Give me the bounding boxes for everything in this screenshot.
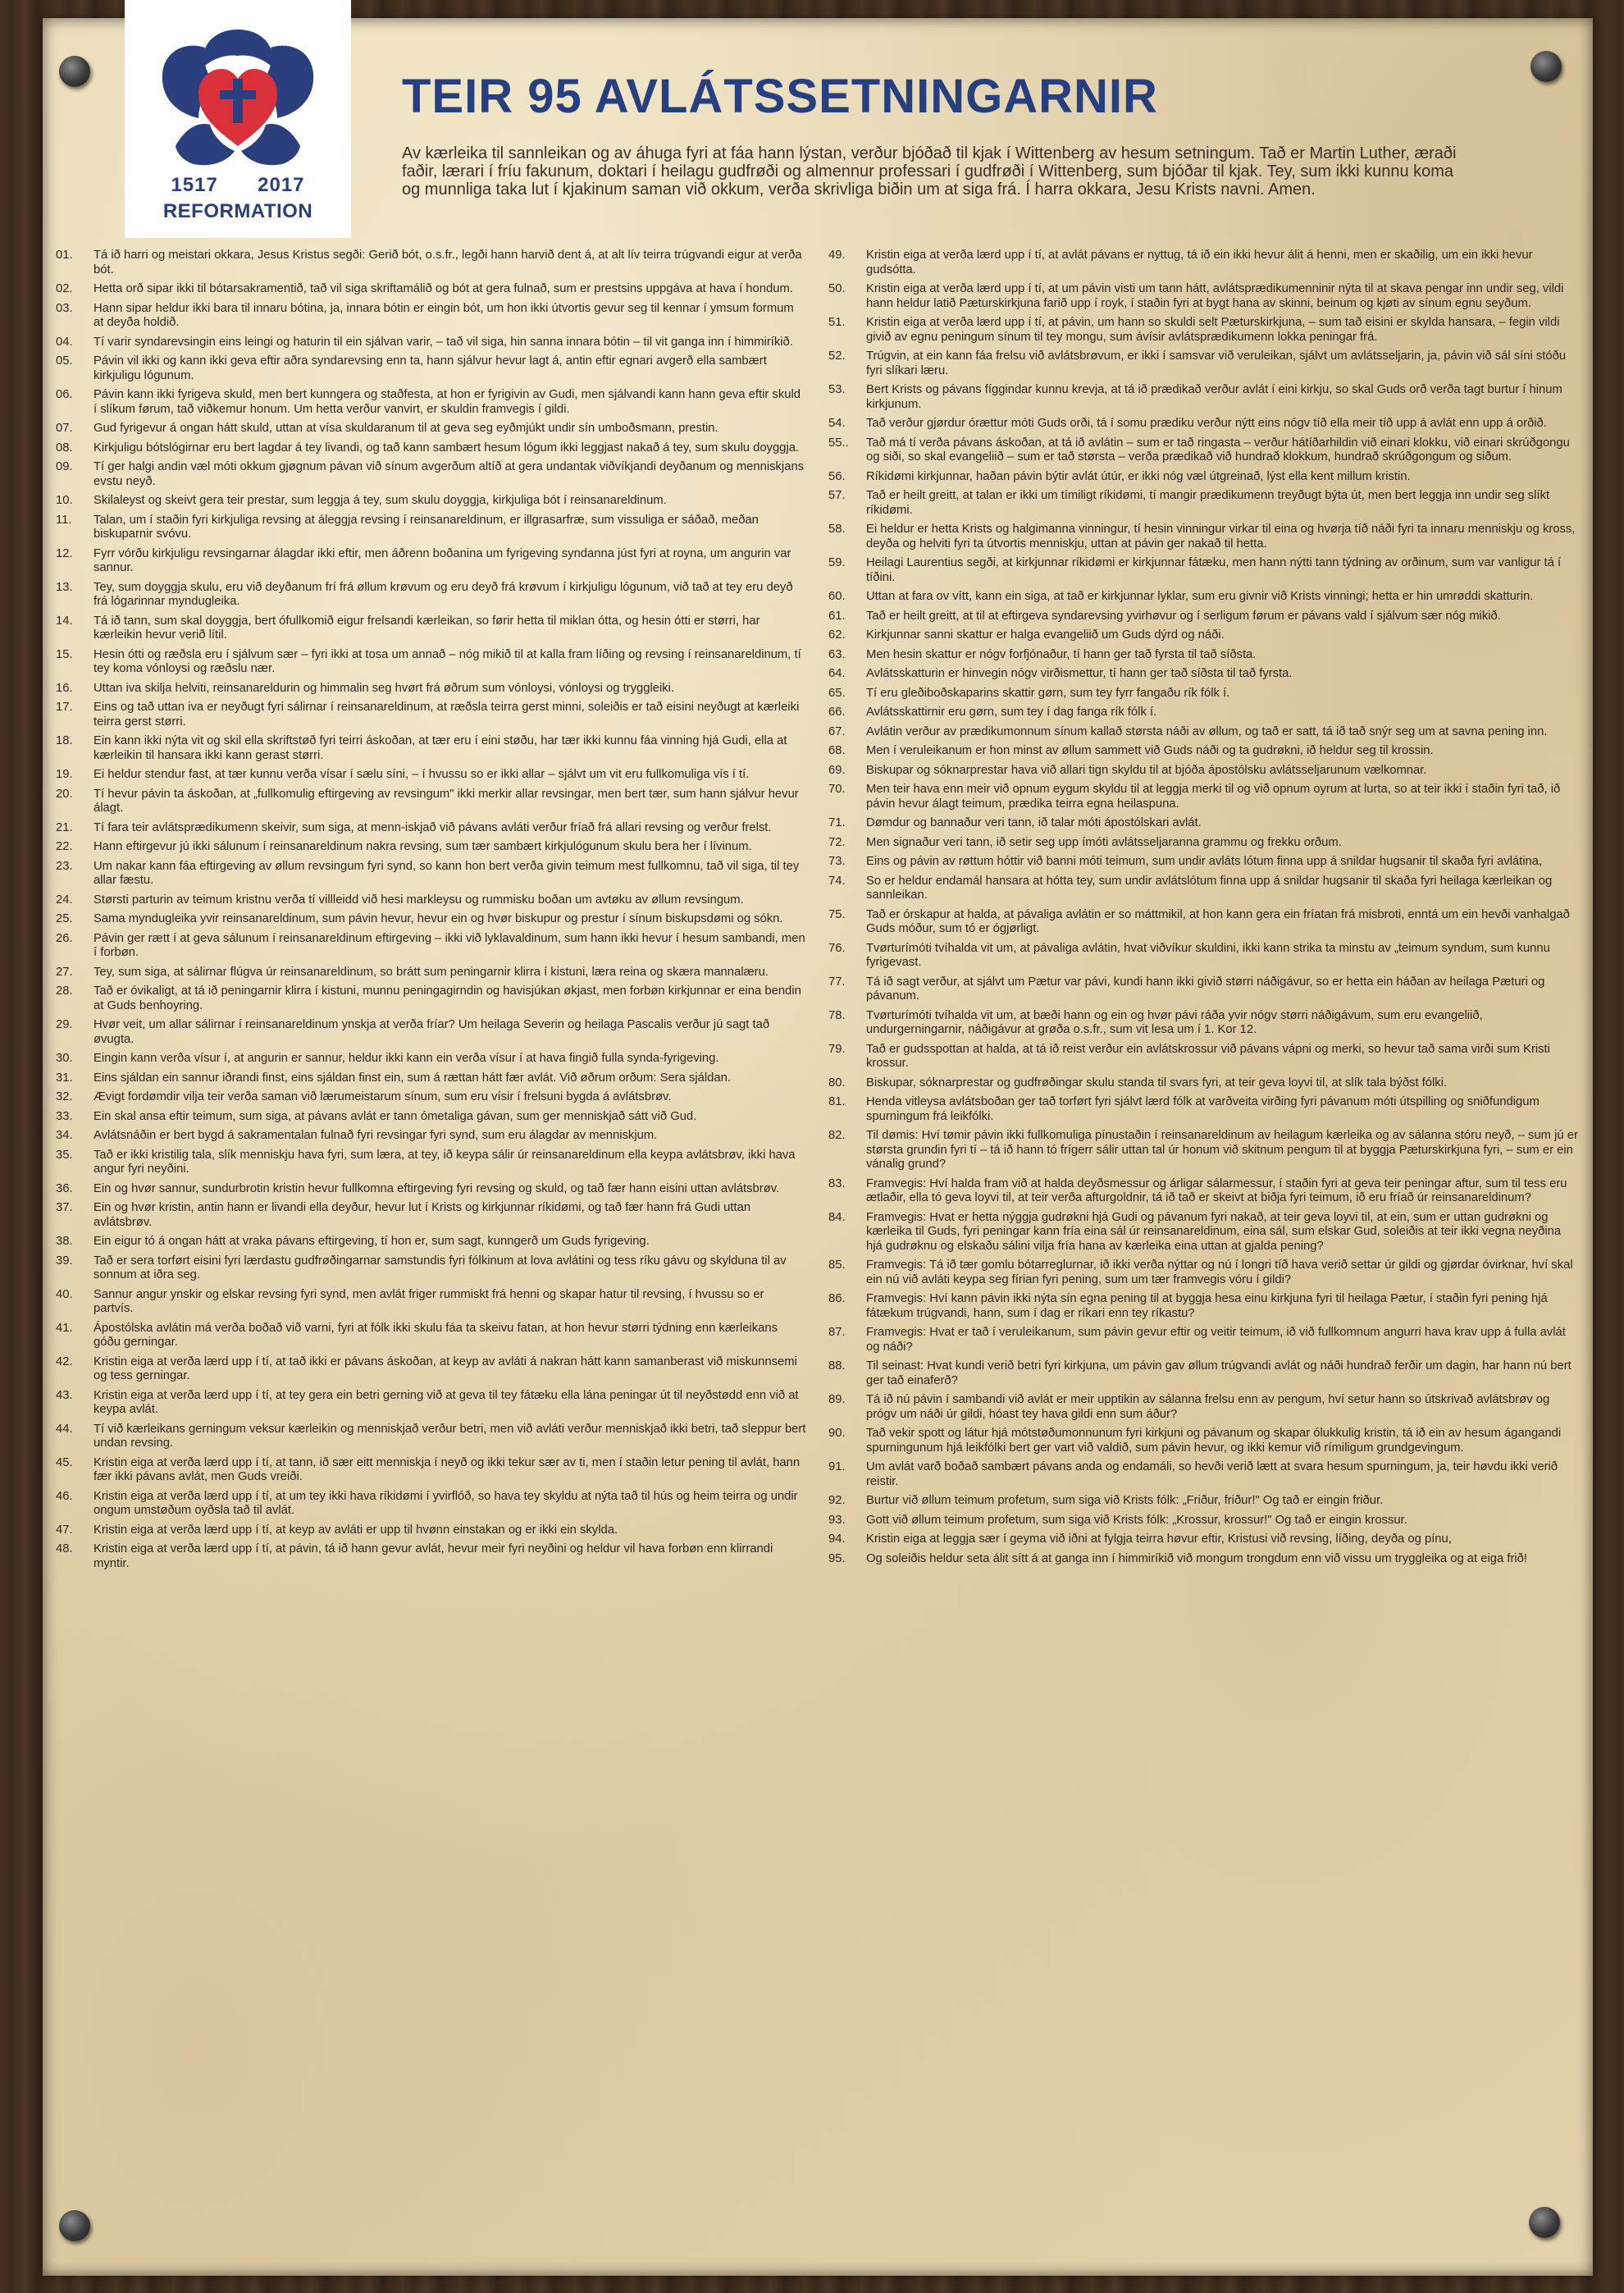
thesis-number: 57. bbox=[828, 489, 846, 502]
thesis-text: Framvegis: Hvat er hetta nýggja gudrøkni hjá Gudi og pávanum fyri nakað, at teir geva loyvi til, at ein, sum er uttan gudrøkni og kærleika til Guds, fyri peningar kann fría eina sál úr reinsanareldinum, eina sál, sum elskar Gud, soleiðis at teir ikki vegna neyðina hjá gudrøknu og elskaðu sálini vilja fría hana av kærleika eina uttan at gjalda pening? bbox=[866, 1210, 1562, 1253]
thesis-item bbox=[828, 1211, 1579, 1254]
thesis-item bbox=[56, 1322, 806, 1350]
thesis-item bbox=[828, 1532, 1579, 1547]
thesis-item bbox=[828, 908, 1579, 937]
pin-icon bbox=[1530, 51, 1562, 82]
thesis-number: 19. bbox=[56, 768, 73, 781]
pin-icon bbox=[59, 2210, 90, 2241]
thesis-number: 42. bbox=[56, 1354, 73, 1368]
thesis-item bbox=[828, 1359, 1579, 1388]
thesis-text: Sannur angur ynskir og elskar revsing fyri synd, men avlát friger rummiskt frá henni og skapar hatur til revsing, í hvussu so er partvís. bbox=[94, 1287, 764, 1315]
thesis-number: 55.. bbox=[828, 436, 849, 450]
thesis-number: 56. bbox=[828, 469, 846, 483]
thesis-item bbox=[828, 1552, 1579, 1567]
pin-icon bbox=[1529, 2207, 1560, 2238]
thesis-item bbox=[56, 581, 806, 610]
thesis-number: 06. bbox=[56, 388, 73, 401]
thesis-number: 62. bbox=[828, 628, 846, 642]
thesis-number: 53. bbox=[828, 383, 846, 396]
thesis-item bbox=[828, 590, 1579, 605]
thesis-item bbox=[56, 734, 806, 763]
thesis-text: Tað vekir spott og látur hjá mótstøðumonnunum fyri kirkjuni og pávanum og skapar ólukkulig kristin, tá ið ein av hesum ágangandi spurningunum hjá leikfólki bert ger vart við valdið, sum pávin hevur, og ikki kemur við rímiligum grundgevingum. bbox=[866, 1427, 1562, 1455]
thesis-number: 10. bbox=[56, 494, 73, 507]
thesis-text: Tað er heilt greitt, at talan er ikki um tímiligt ríkidømi, tí mangir prædikumenn treyðugt býta út, men bert leggja inn undir seg slíkt ríkidømi. bbox=[866, 489, 1550, 517]
thesis-item bbox=[828, 687, 1579, 701]
thesis-item bbox=[56, 840, 806, 855]
reformation-logo bbox=[125, 0, 351, 238]
thesis-text: Ein eigur tó á ongan hátt at vraka pávans eftirgeving, tí hon er, sum sagt, kunngerð um Guds fyrigeving. bbox=[94, 1235, 650, 1248]
thesis-number: 44. bbox=[56, 1422, 73, 1436]
thesis-text: Framvegis: Hví halda fram við at halda deyðsmessur og árligar sálarmessur, í staðin fyri at geva teir peningar aftur, sum til tess eru ætlaðir, ella tó geva loyvi til, at teir verða afturgoldnir, tá ið tað er skeivt at biðja fyri teimum, ið eru fríað úr reinsanareldinum? bbox=[866, 1176, 1567, 1204]
thesis-text: Men signaður veri tann, ið setir seg upp ímóti avlátsseljaranna grammu og frekku orðum. bbox=[866, 835, 1342, 849]
thesis-number: 71. bbox=[828, 816, 846, 829]
thesis-item bbox=[56, 282, 806, 297]
thesis-text: Kristin eiga at verða lærd upp í tí, at um pávin visti um tann hátt, avlátsprædikumenninir nýta til at skava pengar inn undir seg, vildi hann heldur latið Pæturskirkjuna farið upp í royk, í staðin fyri at bygt hana av skinni, beinum og kjøti av sínum egnu seyðum. bbox=[866, 282, 1564, 310]
thesis-item bbox=[828, 1009, 1579, 1038]
thesis-text: Eins og pávin av røttum hóttir við banni móti teimum, sum undir avláts lótum finna upp á snildar hugsanir til skaða fyri avlátina, bbox=[866, 855, 1543, 868]
thesis-item bbox=[828, 706, 1579, 720]
thesis-text: Tí varir syndarevsingin eins leingi og haturin til ein sjálvan varir, – tað vil siga, hin sanna innara bótin – til vit ganga inn í himmiríkið. bbox=[94, 335, 793, 349]
thesis-text: Tí ger halgi andin væl móti okkum gjøgnum pávan við sínum avgerðum altíð at gera undantak viðvíkjandi deyðanum og menniskjans evstu neyð. bbox=[94, 460, 805, 488]
thesis-item bbox=[56, 860, 806, 888]
thesis-number: 84. bbox=[828, 1210, 846, 1224]
thesis-text: Tað verður gjørdur órættur móti Guds orði, tá í somu prædiku verður nýtt eins nógv tíð ella meir tíð upp á avlát enn upp á orðið. bbox=[866, 417, 1547, 430]
thesis-number: 46. bbox=[56, 1489, 73, 1503]
thesis-text: Ápostólska avlátin má verða boðað við varni, fyri at fólk ikki skulu fáa ta skeivu fatan, at hon hevur størri týdning enn kærleikans góðu gerningar. bbox=[94, 1321, 778, 1349]
thesis-number: 40. bbox=[56, 1287, 73, 1301]
thesis-number: 94. bbox=[828, 1532, 846, 1546]
thesis-item bbox=[56, 302, 806, 331]
thesis-text: Kristin eiga at verða lærd upp í tí, at um tey ikki hava ríkidømi í yvirflóð, so hava tey skyldu at nýta tað til hús og heim teirra og undir ongum umstøðum oyðsla tað til avlát. bbox=[94, 1489, 798, 1517]
thesis-text: Tá ið sagt verður, at sjálvt um Pætur var pávi, kundi hann ikki givið størri náðigávur, so er hetta ein háðan av heilaga Pæturi og pávanum. bbox=[866, 975, 1545, 1003]
thesis-text: Eins og tað uttan iva er neyðugt fyri sálirnar í reinsanareldinum, at ræðsla teirra gerst minni, soleiðis er tað eisini neyðugt at kærleiki teirra gerst størri. bbox=[94, 701, 800, 729]
thesis-text: Pávin vil ikki og kann ikki geva eftir aðra syndarevsing enn ta, hann sjálvur hevur lagt á, antin eftir egnari avgerð ella sambært kirkjuligu lógunum. bbox=[94, 354, 767, 382]
thesis-item bbox=[56, 682, 806, 697]
thesis-item bbox=[56, 336, 806, 350]
thesis-text: Burtur við øllum teimum profetum, sum siga við Krists fólk: „Friður, friður!" Og tað er eingin friður. bbox=[866, 1494, 1384, 1507]
thesis-text: Kristin eiga at verða lærd upp í tí, at keyp av avláti er upp til hvønn einstakan og er ikki ein skylda. bbox=[94, 1523, 618, 1537]
thesis-number: 69. bbox=[828, 763, 846, 777]
thesis-number: 05. bbox=[56, 354, 73, 368]
thesis-text: Ein og hvør sannur, sundurbrotin kristin hevur fullkomna eftirgeving fyri revsing og skuld, og tað fær hann eisini uttan avlátsbrøv. bbox=[94, 1181, 780, 1195]
thesis-item bbox=[828, 1292, 1579, 1321]
thesis-text: Hetta orð sipar ikki til bótarsakramentið, tað vil siga skriftamálið og bót at gera fulnað, sum er prestsins uppgáva at hava í hondum. bbox=[94, 282, 793, 295]
thesis-item bbox=[828, 783, 1579, 811]
thesis-text: Talan, um í staðin fyri kirkjuliga revsing at áleggja revsing í reinsanareldinum, er illgrasarfræ, sum vissuliga er sáðað, meðan biskuparnir svóvu. bbox=[94, 513, 759, 541]
theses-column-left bbox=[56, 249, 806, 1576]
thesis-item bbox=[56, 701, 806, 729]
thesis-number: 74. bbox=[828, 874, 846, 888]
thesis-item bbox=[828, 725, 1579, 740]
thesis-number: 68. bbox=[828, 744, 846, 757]
thesis-item bbox=[828, 764, 1579, 779]
thesis-item bbox=[56, 354, 806, 383]
luther-rose-icon bbox=[156, 23, 320, 171]
thesis-number: 39. bbox=[56, 1254, 73, 1268]
thesis-item bbox=[56, 494, 806, 509]
thesis-item bbox=[828, 1427, 1579, 1455]
thesis-text: Tvørturímóti tvíhalda vit um, at pávaliga avlátin, hvat viðvíkur skuldini, ikki kann strika ta minstu av „teimum syndum, sum kunnu fyrigevast. bbox=[866, 941, 1550, 969]
thesis-text: Kristin eiga at verða lærd upp í tí, at avlát pávans er nyttug, tá ið ein ikki hevur álit á henni, men er skaðilig, um ein ikki hevur gudsótta. bbox=[866, 249, 1533, 276]
thesis-text: Tá ið tann, sum skal doyggja, bert ófullkomið eigur frelsandi kærleikan, so førir hetta til miklan ótta, og hesin ótti er størri, har kærleikin hevur verið lítil. bbox=[94, 614, 760, 642]
thesis-text: Kirkjuligu bótslógirnar eru bert lagdar á tey livandi, og tað kann sambært hesum lógum ikki leggjast nakað á tey, sum skulu doyggja. bbox=[94, 441, 800, 454]
thesis-number: 65. bbox=[828, 686, 846, 700]
thesis-number: 17. bbox=[56, 701, 73, 714]
thesis-item bbox=[828, 1076, 1579, 1091]
thesis-text: Framvegis: Hví kann pávin ikki nýta sín egna pening til at byggja hesa einu kirkjuna fyri til heilaga Pætur, í staðin fyri pening hjá fátækum trúgvandi, hann, sum í dag er ríkari enn tey ríkastu? bbox=[866, 1292, 1548, 1320]
thesis-number: 18. bbox=[56, 734, 73, 747]
thesis-item bbox=[828, 249, 1579, 277]
thesis-item bbox=[56, 984, 806, 1013]
thesis-number: 51. bbox=[828, 316, 846, 329]
thesis-number: 33. bbox=[56, 1109, 73, 1123]
thesis-text: Skilaleyst og skeivt gera teir prestar, sum leggja á tey, sum skulu doyggja, kirkjuliga bót í reinsanareldinum. bbox=[94, 494, 667, 507]
thesis-text: Og soleiðis heldur seta álit sítt á at ganga inn í himmiríkið við mongum trongdum enn við vissu um tryggleika og at eiga frið! bbox=[866, 1551, 1528, 1565]
thesis-number: 43. bbox=[56, 1388, 73, 1402]
thesis-number: 87. bbox=[828, 1326, 846, 1339]
logo-year-end: 2017 bbox=[258, 174, 305, 196]
thesis-item bbox=[56, 1389, 806, 1418]
thesis-number: 21. bbox=[56, 820, 73, 834]
thesis-text: Tvørturímóti tvíhalda vit um, at bæði hann og ein og hvør pávi ráða yvir nógv størri náðigávum, sum eru evangeliið, undurgerningarnir, náðigávur at grøða o.s.fr., sum vit lesa um í 1. Kor 12. bbox=[866, 1008, 1483, 1036]
thesis-text: Tí eru gleðiboðskaparins skattir gørn, sum tey fyrr fangaðu rík fólk í. bbox=[866, 686, 1230, 700]
thesis-number: 59. bbox=[828, 556, 846, 569]
thesis-item bbox=[56, 460, 806, 489]
thesis-text: Uttan at fara ov vítt, kann ein siga, at tað er kirkjunnar lyklar, sum eru givnir við Krists vinningi; hetta er hin umrøddi skatturin. bbox=[866, 590, 1534, 603]
thesis-number: 61. bbox=[828, 609, 846, 623]
thesis-item bbox=[828, 316, 1579, 345]
thesis-text: Tað er óvikaligt, at tá ið peningarnir klirra í kistuni, munnu peningagirndin og havisjúkan økjast, men forbøn kirkjunnar er eina bendin at Guds benhoyring. bbox=[94, 984, 801, 1012]
thesis-text: Biskupar, sóknarprestar og gudfrøðingar skulu standa til svars fyri, at teir geva loyvi til, at slík tala býðst fólki. bbox=[866, 1076, 1448, 1089]
thesis-item bbox=[828, 1393, 1579, 1422]
thesis-text: Tí hevur pávin ta áskoðan, at „fullkomulig eftirgeving av revsingum" ikki merkir allar revsingar, men bert tær, sum hann sjálvur hevur álagt. bbox=[94, 787, 799, 815]
thesis-text: Kristin eiga at verða lærd upp í tí, at tann, ið sær eitt menniskja í neyð og ikki tekur sær av ti, men í staðin letur pening til avlát, hann fær ikki pávans avlát, men Guds vreiði. bbox=[94, 1455, 801, 1483]
thesis-text: Um avlát varð boðað sambært pávans anda og endamáli, so hevði verið lætt at svara hesum spurningum, ja, teir høvdu ikki verið reistir. bbox=[866, 1460, 1558, 1488]
thesis-item bbox=[56, 1235, 806, 1249]
logo-years bbox=[125, 174, 351, 197]
thesis-number: 47. bbox=[56, 1523, 73, 1537]
thesis-number: 03. bbox=[56, 301, 73, 315]
thesis-item bbox=[828, 855, 1579, 870]
thesis-text: Hann sipar heldur ikki bara til innaru bótina, ja, innara bótin er eingin bót, um hon ikki útvortis gevur seg til kennar í ymsum formum at deyða holdið. bbox=[94, 301, 794, 329]
thesis-number: 77. bbox=[828, 975, 846, 989]
thesis-item bbox=[828, 1177, 1579, 1206]
thesis-text: Kristin eiga at leggja sær í geyma við iðni at fylgja teirra høvur eftir, Kristusi við revsing, líðing, deyða og pínu, bbox=[866, 1532, 1452, 1546]
thesis-number: 80. bbox=[828, 1076, 846, 1089]
thesis-item bbox=[828, 1326, 1579, 1354]
thesis-number: 49. bbox=[828, 249, 846, 262]
thesis-item bbox=[828, 667, 1579, 682]
thesis-item bbox=[56, 932, 806, 961]
thesis-text: Heilagi Laurentius segði, at kirkjunnar ríkidømi er kirkjunnar fátæku, men hann nýtti tann týdning av orðinum, sum var vanligur tá í tíðini. bbox=[866, 556, 1562, 584]
thesis-text: Pávin kann ikki fyrigeva skuld, men bert kunngera og staðfesta, at hon er fyrigivin av Gudi, men sjálvandi kann hann geva eftir skuld í slíkum førum, tað viðkemur honum. Um hetta verður vanvirt, er skuldin framvegis í gildi. bbox=[94, 388, 801, 416]
thesis-number: 09. bbox=[56, 460, 73, 473]
page-title: TEIR 95 AVLÁTSSETNINGARNIR bbox=[402, 70, 1158, 123]
thesis-text: Biskupar og sóknarprestar hava við allari tign skyldu til at bjóða ápostólsku avlátsseljarunum vælkomnar. bbox=[866, 763, 1427, 777]
thesis-item bbox=[56, 249, 806, 277]
thesis-item bbox=[56, 1052, 806, 1067]
thesis-number: 32. bbox=[56, 1090, 73, 1103]
thesis-text: Um nakar kann fáa eftirgeving av øllum revsingum fyri synd, so kann hon bert verða givin teimum mest fullkomnu, tað vil siga, til tey allar fæstu. bbox=[94, 859, 800, 887]
thesis-item bbox=[56, 388, 806, 417]
thesis-text: So er heldur endamál hansara at hótta tey, sum undir avlátslótum finna upp á snildar hugsanir til skaða fyri heilaga kærleikan og sannleikan. bbox=[866, 874, 1553, 902]
thesis-item bbox=[828, 628, 1579, 643]
thesis-number: 31. bbox=[56, 1071, 73, 1085]
thesis-item bbox=[828, 648, 1579, 663]
thesis-number: 23. bbox=[56, 859, 73, 873]
thesis-item bbox=[56, 441, 806, 456]
thesis-text: Ei heldur er hetta Krists og halgimanna vinningur, tí hesin vinningur virkar til eina og hvørja tíð náði fyri ta innaru menniskju og kross, deyða og helviti fyri ta útvortis menniskju, uttan at pávin ger nakað til hetta. bbox=[866, 523, 1576, 550]
thesis-text: Bert Krists og pávans fíggindar kunnu krevja, at tá ið prædikað verður avlát í eini kirkju, so skal Guds orð verða tagt burtur í hinum kirkjunum. bbox=[866, 383, 1562, 411]
thesis-text: Trúgvin, at ein kann fáa frelsu við avlátsbrøvum, er ikki í samsvar við veruleikan, sjálvt um avlátsseljarin, ja, pávin við sál síni stóðu fyri slíkari læru. bbox=[866, 349, 1567, 377]
thesis-text: Framvegis: Tá ið tær gomlu bótarreglurnar, ið ikki verða nýttar og nú í longri tíð hava verið settar úr gildi og gjørdar óvirknar, hví skal ein nú við avláti keypa seg fírian fyri pening, sum um tær framvegis vóru í gildi? bbox=[866, 1258, 1573, 1286]
thesis-item bbox=[56, 1355, 806, 1384]
thesis-text: Tað má tí verða pávans áskoðan, at tá ið avlátin – sum er tað ringasta – verður hátíðarhildin við einari klokku, við einari skrúðgongu og siði, so skal evangeliið – sum er tað størsta – verða prædikað við hundrað klokkum, hundrað skrúðgongum og siðum. bbox=[866, 436, 1570, 464]
thesis-text: Ein skal ansa eftir teimum, sum siga, at pávans avlát er tann ómetaliga gávan, sum ger menniskjað sátt við Gud. bbox=[94, 1109, 697, 1123]
thesis-text: Kristin eiga at verða lærd upp í tí, at tey gera ein betri gerning við at geva til tey fátæku ella lána peningar út til neyðstødd enn við at keypa avlát. bbox=[94, 1388, 799, 1416]
thesis-number: 92. bbox=[828, 1494, 846, 1507]
thesis-number: 35. bbox=[56, 1148, 73, 1162]
thesis-number: 60. bbox=[828, 590, 846, 603]
thesis-text: Hann eftirgevur jú ikki sálunum í reinsanareldinum nakra revsing, sum tær sambært kirkjulógunum skulu bera her í lívinum. bbox=[94, 840, 752, 853]
thesis-number: 93. bbox=[828, 1513, 846, 1527]
thesis-number: 11. bbox=[56, 513, 72, 527]
thesis-number: 91. bbox=[828, 1460, 846, 1473]
thesis-text: Ein og hvør kristin, antin hann er livandi ella deyður, hevur lut í Krists og kirkjunnar ríkidømi, og tað fær hann frá Gudi uttan avlátsbrøv. bbox=[94, 1201, 751, 1229]
thesis-number: 86. bbox=[828, 1292, 846, 1305]
thesis-item bbox=[828, 489, 1579, 518]
thesis-text: Avlátsskatturin er hinvegin nógv virðismettur, tí hann ger tað síðsta til tað fyrsta. bbox=[866, 667, 1293, 680]
thesis-number: 95. bbox=[828, 1551, 846, 1565]
thesis-number: 22. bbox=[56, 840, 73, 853]
thesis-number: 14. bbox=[56, 614, 73, 628]
thesis-item bbox=[828, 1494, 1579, 1509]
thesis-text: Eingin kann verða vísur í, at angurin er sannur, heldur ikki kann ein verða vísur í at hava fingið fulla synda-fyrigeving. bbox=[94, 1052, 719, 1065]
thesis-item bbox=[828, 556, 1579, 585]
thesis-text: Tað er heilt greitt, at til at eftirgeva syndarevsing yvirhøvur og í serligum førum er pávans vald í sjálvum sær nóg mikið. bbox=[866, 609, 1501, 623]
thesis-item bbox=[828, 523, 1579, 551]
thesis-text: Men teir hava enn meir við opnum eygum skyldu til at leggja merki til og við opnum oyrum at lurta, so at teir ikki í staðin fyri tað, ið pávin hevur álagt teimum, prædika teirra egna heilaspuna. bbox=[866, 783, 1561, 811]
thesis-text: Tað er órskapur at halda, at pávaliga avlátin er so máttmikil, at hon kann gera ein fríatan frá misbroti, enntá um ein hevði vanhalgað Guds móður, sum tó er ógjørligt. bbox=[866, 907, 1570, 935]
thesis-text: Tí fara teir avlátsprædikumenn skeivir, sum siga, at menn-iskjað við pávans avláti verður fríað frá allari revsing og verður frelst. bbox=[94, 820, 772, 834]
thesis-text: Gott við øllum teimum profetum, sum siga við Krists fólk: „Krossur, krossur!" Og tað er eingin krossur. bbox=[866, 1513, 1407, 1527]
thesis-item bbox=[828, 383, 1579, 412]
thesis-text: Henda vitleysa avlátsboðan ger tað torført fyri sjálvt lærd fólk at varðveita virðing fyri pávanum móti útspilling og sniðfundigum spurningum frá leikfólki. bbox=[866, 1095, 1540, 1123]
thesis-number: 34. bbox=[56, 1129, 73, 1142]
thesis-text: Tað er ikki kristilig tala, slík menniskju hava fyri, sum læra, at tey, ið keypa sálir úr reinsanareldinum ella keypa avlátsbrøv, ikki hava angur fyri neyðini. bbox=[94, 1148, 796, 1176]
thesis-text: Størsti parturin av teimum kristnu verða tí villleidd við hesi markleysu og rummisku boðan um avtøku av øllum revsingum. bbox=[94, 893, 744, 907]
thesis-number: 20. bbox=[56, 787, 73, 801]
thesis-item bbox=[828, 1514, 1579, 1528]
thesis-item bbox=[56, 966, 806, 980]
thesis-number: 45. bbox=[56, 1455, 73, 1469]
thesis-number: 41. bbox=[56, 1321, 73, 1335]
thesis-number: 26. bbox=[56, 931, 73, 945]
thesis-item bbox=[828, 282, 1579, 311]
thesis-number: 24. bbox=[56, 893, 73, 907]
thesis-number: 90. bbox=[828, 1427, 846, 1440]
thesis-item bbox=[56, 1456, 806, 1485]
thesis-number: 73. bbox=[828, 855, 846, 868]
thesis-text: Uttan iva skilja helviti, reinsanareldurin og himmalin seg hvørt frá øðrum sum vónloysi, vónloysi og tryggleiki. bbox=[94, 681, 675, 695]
thesis-number: 37. bbox=[56, 1201, 73, 1214]
thesis-item bbox=[56, 422, 806, 436]
thesis-item bbox=[56, 912, 806, 927]
thesis-item bbox=[56, 821, 806, 836]
thesis-number: 25. bbox=[56, 912, 73, 925]
thesis-text: Tað er sera torført eisini fyri lærdastu gudfrøðingarnar samstundis fyri fólkinum at lova avlátini og tess ríku gávu og skylduna til av sonnum at iðra seg. bbox=[94, 1254, 787, 1281]
thesis-number: 16. bbox=[56, 681, 73, 695]
thesis-item bbox=[828, 1095, 1579, 1124]
thesis-item bbox=[56, 1423, 806, 1451]
thesis-text: Tey, sum doyggja skulu, eru við deyðanum frí frá øllum krøvum og eru deyð frá krøvum í kirkjuligu lógunum, við tað at tey eru deyð frá lógarinnar myndugleika. bbox=[94, 580, 793, 608]
thesis-item bbox=[828, 1460, 1579, 1489]
thesis-number: 02. bbox=[56, 282, 73, 295]
thesis-item bbox=[828, 470, 1579, 485]
thesis-number: 88. bbox=[828, 1359, 846, 1373]
intro-paragraph: Av kærleika til sannleikan og av áhuga fyri at fáa hann lýstan, verður bjóðað til kjak í Wittenberg av hesum setningum. Tað er Martin Luther, æraði faðir, lærari í fríu fakunum, doktari í heilagu gudfrøði og almennur professari í gudfrøði í Wittenberg, sum bjóðar til kjak. Tey, sum ikki kunnu koma og munnliga taka lut í kjakinum saman við okkum, verða skrivliga biðin um at siga frá. Í harra okkara, Jesu Krists navni. Amen. bbox=[402, 144, 1457, 199]
thesis-text: Framvegis: Hvat er tað í veruleikanum, sum pávin gevur eftir og veitir teimum, ið við fullkomnum angurri hava krav upp á fulla avlát og náði? bbox=[866, 1326, 1566, 1354]
thesis-text: Kirkjunnar sanni skattur er halga evangeliið um Guds dýrd og náði. bbox=[866, 628, 1225, 642]
thesis-number: 52. bbox=[828, 349, 846, 363]
thesis-text: Ein kann ikki nýta vit og skil ella skriftstøð fyri teirri áskoðan, at tær eru í eini støðu, har tær ikki kunnu fáa vinning hjá Gudi, ella at kærleikin til hansara ikki kann gerast størri. bbox=[94, 734, 787, 762]
thesis-number: 72. bbox=[828, 835, 846, 849]
logo-text: REFORMATION bbox=[162, 200, 313, 222]
thesis-text: Avlátin verður av prædikumonnum sínum kallað størsta náði av øllum, og tað er satt, tá ið tað snýr seg um at savna pening inn. bbox=[866, 724, 1548, 738]
thesis-number: 38. bbox=[56, 1235, 73, 1248]
thesis-item bbox=[828, 744, 1579, 759]
thesis-number: 82. bbox=[828, 1129, 846, 1142]
theses-column-right bbox=[828, 249, 1579, 1571]
thesis-number: 27. bbox=[56, 965, 73, 979]
thesis-number: 15. bbox=[56, 647, 73, 661]
thesis-number: 67. bbox=[828, 724, 846, 738]
thesis-item bbox=[56, 1201, 806, 1230]
thesis-item bbox=[56, 1071, 806, 1086]
thesis-number: 58. bbox=[828, 523, 846, 536]
thesis-text: Tá ið harri og meistari okkara, Jesus Kristus segði: Gerið bót, o.s.fr., legði hann harvið dent á, at alt lív teirra trúgvandi eigur at verða bót. bbox=[94, 249, 802, 276]
thesis-text: Gud fyrigevur á ongan hátt skuld, uttan at vísa skuldaranum til at geva seg eyðmjúkt undir sín umboðsmann, prestin. bbox=[94, 422, 718, 435]
thesis-text: Kristin eiga at verða lærd upp í tí, at tað ikki er pávans áskoðan, at keyp av avláti á nakran hátt kann samanberast við miskunnsemi og tess gerningar. bbox=[94, 1354, 797, 1382]
thesis-item bbox=[828, 610, 1579, 624]
thesis-number: 76. bbox=[828, 941, 846, 955]
thesis-number: 75. bbox=[828, 907, 846, 921]
thesis-item bbox=[828, 349, 1579, 378]
thesis-text: Ei heldur stendur fast, at tær kunnu verða vísar í sælu síni, – í hvussu so er ikki allar – sjálvt um vit eru fullkomuliga vís í tí. bbox=[94, 768, 750, 781]
thesis-item bbox=[828, 1043, 1579, 1071]
thesis-number: 07. bbox=[56, 422, 73, 435]
thesis-number: 63. bbox=[828, 647, 846, 661]
thesis-number: 89. bbox=[828, 1393, 846, 1406]
thesis-number: 83. bbox=[828, 1176, 846, 1190]
thesis-item bbox=[56, 1288, 806, 1317]
thesis-item bbox=[828, 942, 1579, 971]
thesis-number: 29. bbox=[56, 1018, 73, 1031]
thesis-item bbox=[56, 1254, 806, 1283]
thesis-item bbox=[56, 1182, 806, 1197]
thesis-text: Tá ið nú pávin í sambandi við avlát er meir upptikin av sálanna frelsu enn av pengum, hví setur hann so útskrivað avlátsbrøv og prógv um náði úr gildi, hóast tey hava gildi enn sum áður? bbox=[866, 1393, 1550, 1421]
thesis-text: Dømdur og bannaður veri tann, ið talar móti ápostólskari avlát. bbox=[866, 816, 1202, 829]
thesis-number: 54. bbox=[828, 417, 846, 430]
thesis-text: Fyrr vórðu kirkjuligu revsingarnar álagdar ikki eftir, men áðrenn boðanina um fyrigeving syndanna júst fyri at royna, um angurin var sannur. bbox=[94, 546, 791, 574]
logo-year-start: 1517 bbox=[171, 174, 218, 196]
thesis-item bbox=[828, 975, 1579, 1004]
thesis-number: 12. bbox=[56, 546, 73, 560]
thesis-number: 70. bbox=[828, 783, 846, 796]
thesis-text: Hvør veit, um allar sálirnar í reinsanareldinum ynskja at verða fríar? Um heilaga Severin og heilaga Pascalis verður jú sagt tað øvugta. bbox=[94, 1018, 770, 1046]
thesis-number: 64. bbox=[828, 667, 846, 680]
thesis-item bbox=[56, 768, 806, 783]
thesis-text: Hesin ótti og ræðsla eru í sjálvum sær – fyri ikki at tosa um annað – nóg mikið til at kalla fram líðing og revsing í reinsanareldinum, tí tey koma vónloysi og ræðslu nær. bbox=[94, 647, 801, 675]
thesis-item bbox=[56, 893, 806, 908]
thesis-number: 08. bbox=[56, 441, 73, 454]
thesis-number: 01. bbox=[56, 249, 73, 262]
thesis-item bbox=[828, 836, 1579, 851]
thesis-text: Avlátsskattirnir eru gørn, sum tey í dag fanga rík fólk í. bbox=[866, 706, 1157, 719]
thesis-number: 66. bbox=[828, 706, 846, 719]
thesis-text: Ævigt fordømdir vilja teir verða saman við lærumeistarum sínum, sum eru vísir í frelsuni bygda á avlátsbrøv. bbox=[94, 1090, 672, 1103]
thesis-item bbox=[56, 648, 806, 677]
thesis-item bbox=[56, 788, 806, 816]
thesis-item bbox=[56, 614, 806, 643]
thesis-text: Sama myndugleika yvir reinsanareldinum, sum pávin hevur, hevur ein og hvør biskupur og prestur í sínum biskupsdømi og sókn. bbox=[94, 912, 783, 925]
thesis-number: 28. bbox=[56, 984, 73, 998]
thesis-item bbox=[56, 1523, 806, 1538]
thesis-text: Kristin eiga at verða lærd upp í tí, at pávin, um hann so skuldi selt Pæturskirkjuna, – sum tað eisini er skylda hansara, – fegin vildi givið av egnu peningum sínum til tey mongu, sum ávísir avlátsprædikumenn lokka peningar frá. bbox=[866, 316, 1560, 344]
thesis-text: Pávin ger rætt í at geva sálunum í reinsanareldinum eftirgeving – ikki við lyklavaldinum, sum hann ikki hevur í hesum sambandi, men í forbøn. bbox=[94, 931, 805, 959]
thesis-number: 81. bbox=[828, 1095, 846, 1108]
thesis-number: 36. bbox=[56, 1181, 73, 1195]
thesis-item bbox=[828, 816, 1579, 831]
thesis-item bbox=[56, 1149, 806, 1177]
thesis-item bbox=[828, 1129, 1579, 1172]
thesis-item bbox=[56, 514, 806, 542]
thesis-number: 04. bbox=[56, 335, 73, 349]
thesis-text: Men í veruleikanum er hon minst av øllum sammett við Guds náði og ta gudrøkni, ið heldur seg til krossin. bbox=[866, 744, 1434, 757]
thesis-item bbox=[828, 417, 1579, 432]
thesis-text: Ríkidømi kirkjunnar, haðan pávin býtir avlát útúr, er ikki nóg væl útgreinað, lýst ella kent millum kristin. bbox=[866, 469, 1411, 483]
thesis-number: 50. bbox=[828, 282, 846, 295]
thesis-item bbox=[56, 1110, 806, 1125]
thesis-item bbox=[56, 1542, 806, 1571]
thesis-item bbox=[56, 1490, 806, 1519]
thesis-text: Til dømis: Hví tømir pávin ikki fullkomuliga pínustaðin í reinsanareldinum av heilagum kærleika og av sálanna stóru neyð, – sum jú er størsta grundin fyri tí – tá ið hann tó frígerr sálir uttan tal úr honum við skitnum pengum til at byggja Pæturskirkjuna fyri, – sum er ein vánalig grund? bbox=[866, 1129, 1578, 1171]
thesis-item bbox=[828, 875, 1579, 903]
thesis-number: 79. bbox=[828, 1042, 846, 1056]
thesis-text: Tað er gudsspottan at halda, at tá ið reist verður ein avlátskrossur við pávans vápni og merki, so hevur tað sama virði sum Kristi krossur. bbox=[866, 1042, 1550, 1070]
thesis-number: 85. bbox=[828, 1258, 846, 1272]
thesis-text: Til seinast: Hvat kundi verið betri fyri kirkjuna, um pávin gav øllum trúgvandi avlát og náði hundrað ferðir um dagin, har hann nú bert ger tað einaferð? bbox=[866, 1359, 1572, 1387]
thesis-text: Kristin eiga at verða lærd upp í tí, at pávin, tá ið hann gevur avlát, hevur meir fyri neyðini og heldur vil hava forbøn enn klirrandi myntir. bbox=[94, 1542, 773, 1570]
thesis-item bbox=[56, 1129, 806, 1144]
thesis-text: Men hesin skattur er nógv forfjónaður, tí hann ger tað fyrsta til tað síðsta. bbox=[866, 647, 1257, 661]
thesis-number: 78. bbox=[828, 1008, 846, 1022]
thesis-item bbox=[56, 1018, 806, 1047]
thesis-text: Tey, sum siga, at sálirnar flúgva úr reinsanareldinum, so brátt sum peningarnir klirra í kistuni, læra reina og skæra mannalæru. bbox=[94, 965, 769, 979]
thesis-text: Eins sjáldan ein sannur iðrandi finst, eins sjáldan finst ein, sum á rættan hátt fær avlát. Við øðrum orðum: Sera sjáldan. bbox=[94, 1071, 731, 1085]
thesis-item bbox=[56, 1090, 806, 1105]
thesis-item bbox=[56, 547, 806, 576]
thesis-text: Tí við kærleikans gerningum veksur kærleikin og menniskjað verður betri, men við avláti verður menniskjað ikki betri, tað sleppur bert undan revsing. bbox=[94, 1422, 806, 1450]
pin-icon bbox=[59, 56, 90, 87]
thesis-number: 48. bbox=[56, 1542, 73, 1555]
thesis-number: 30. bbox=[56, 1052, 73, 1065]
thesis-number: 13. bbox=[56, 580, 73, 594]
thesis-item bbox=[828, 436, 1579, 465]
thesis-text: Avlátsnáðin er bert bygd á sakramentalan fulnað fyri revsingar fyri synd, sum eru álagdar av menniskjum. bbox=[94, 1129, 658, 1142]
thesis-item bbox=[828, 1258, 1579, 1287]
